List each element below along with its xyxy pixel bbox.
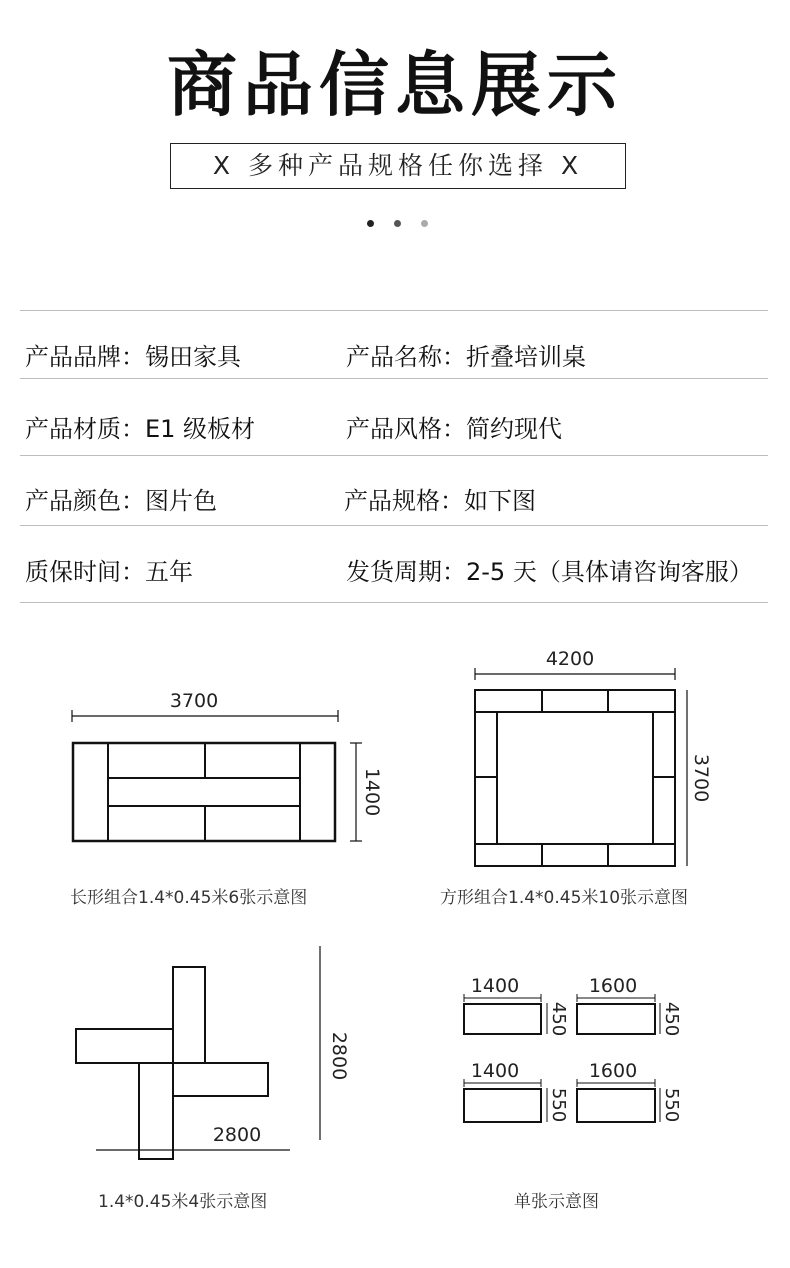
single-width-label: 1600 [588,1060,638,1082]
single-table-1600x550 [577,1089,655,1122]
spec-brand: 产品品牌：锡田家具 [25,343,241,371]
carousel-dot-3 [421,220,428,227]
single-height-label: 450 [548,1001,569,1037]
spec-product-name: 产品名称：折叠培训桌 [346,343,586,371]
long-width-label: 3700 [169,690,219,712]
table-top [173,967,205,1063]
square-width-label: 4200 [545,648,595,670]
cross-height-label: 2800 [328,1031,350,1081]
spec-row [20,455,768,525]
single-width-label: 1400 [470,975,520,997]
single-table-1400x550 [464,1089,541,1122]
spec-color: 产品颜色：图片色 [25,487,217,515]
square-combination-diagram [395,640,790,880]
center-table [108,778,300,806]
table-bottom [139,1063,173,1159]
spec-material: 产品材质：E1 级板材 [25,415,256,443]
single-width-label: 1600 [588,975,638,997]
cross-width-label: 2800 [212,1124,262,1146]
single-table-1600x450 [577,1004,655,1034]
cross-caption: 1.4*0.45米4张示意图 [98,1192,268,1212]
single-height-label: 450 [661,1001,682,1037]
page-title: 商品信息展示 [167,44,623,126]
square-caption: 方形组合1.4*0.45米10张示意图 [440,888,689,908]
single-height-label: 550 [548,1087,569,1123]
square-height-label: 3700 [690,753,712,803]
single-width-label: 1400 [470,1060,520,1082]
single-table-1400x450 [464,1004,541,1034]
carousel-dot-1 [367,220,374,227]
spec-row [20,525,768,603]
spec-shipping: 发货周期：2-5 天（具体请咨询客服） [346,558,753,586]
long-combination-diagram [0,640,395,880]
subtitle-banner: X 多种产品规格任你选择 X [170,143,626,189]
spec-row [20,378,768,455]
single-height-label: 550 [661,1087,682,1123]
long-height-label: 1400 [361,767,383,817]
carousel-dot-2 [394,220,401,227]
table-left [76,1029,173,1063]
long-caption: 长形组合1.4*0.45米6张示意图 [70,888,308,908]
spec-style: 产品风格：简约现代 [346,415,562,443]
spec-table [20,310,768,603]
square-outline [475,690,675,866]
single-caption: 单张示意图 [514,1192,599,1212]
single-table-diagrams [440,960,740,1140]
spec-warranty: 质保时间：五年 [25,558,193,586]
table-right [173,1063,268,1096]
spec-size: 产品规格：如下图 [344,487,536,515]
spec-row [20,310,768,378]
pinwheel-combination-diagram [0,940,395,1180]
